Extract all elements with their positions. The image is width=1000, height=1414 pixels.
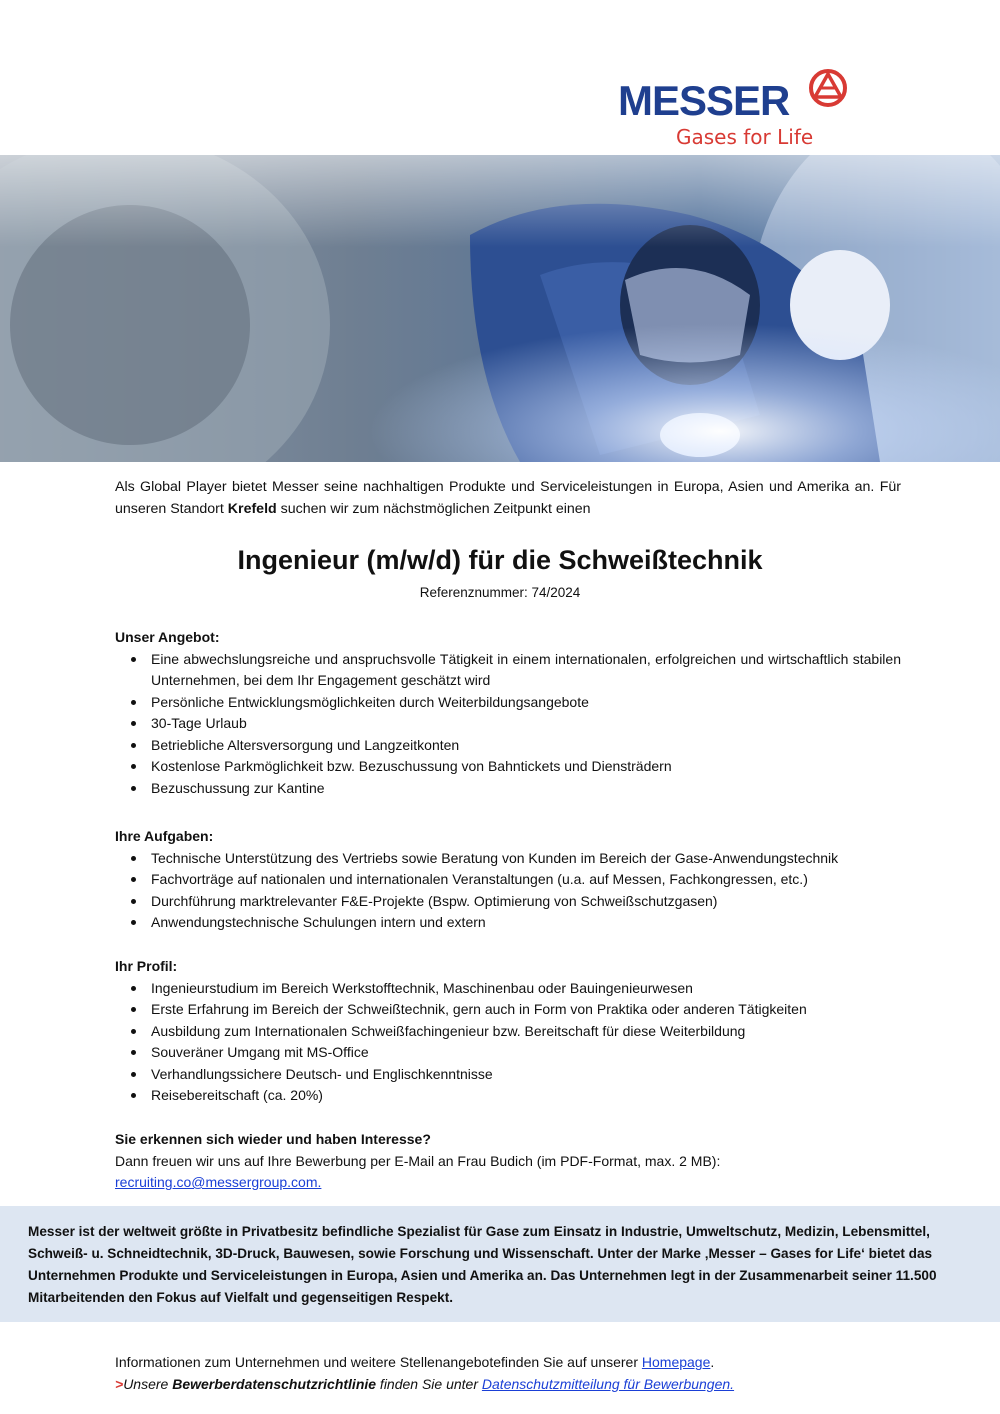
tasks-heading: Ihre Aufgaben: bbox=[115, 828, 214, 844]
offer-list bbox=[115, 649, 901, 800]
apply-text: Dann freuen wir uns auf Ihre Bewerbung per E-Mail an Frau Budich (im PDF-Format, max. 2 MB): bbox=[115, 1152, 721, 1169]
about-text: Messer ist der weltweit größte in Privatbesitz befindliche Spezialist für Gase zum Einsatz in Industrie, Umweltschutz, Medizin, Lebensmittel, Schweiß- u. Schneidtechnik, 3D-Druck, Bauwesen, sowie Forschung und Wissenschaft. Unter der Marke ‚Messer – Gases for Life‘ bietet das Unternehmen Produkte und Serviceleistungen in Europa, Asien und Amerika an. Das Unternehmen legt in der Zusammenarbeit seiner 11.500 Mitarbeitenden den Fokus auf Vielfalt und gegenseitigen Respekt. bbox=[28, 1224, 937, 1305]
intro-text-after: suchen wir zum nächstmöglichen Zeitpunkt einen bbox=[276, 501, 591, 517]
homepage-link[interactable]: Homepage bbox=[641, 1354, 711, 1370]
footer-privacy-middle: finden Sie unter bbox=[376, 1376, 482, 1392]
footer-privacy-bold: Bewerberdatenschutzrichtlinie bbox=[172, 1376, 377, 1392]
offer-section bbox=[115, 627, 901, 799]
footer-line-1-end: . bbox=[710, 1354, 715, 1370]
list-item: Anwendungstechnische Schulungen intern und extern bbox=[151, 912, 901, 934]
footer-line-2 bbox=[115, 1373, 901, 1395]
about-company-band bbox=[0, 1206, 1000, 1322]
list-item: 30-Tage Urlaub bbox=[151, 713, 901, 735]
footer-line-1 bbox=[115, 1351, 901, 1373]
intro-text-before: Als Global Player bietet Messer seine nachhaltigen Produkte und Serviceleistungen in Europa, Asien und Amerika an. Für unseren Standort bbox=[115, 479, 901, 517]
list-item: Reisebereitschaft (ca. 20%) bbox=[151, 1085, 901, 1107]
logo-tagline: Gases for Life bbox=[676, 125, 814, 149]
tasks-list bbox=[115, 848, 901, 934]
list-item: Eine abwechslungsreiche und anspruchsvolle Tätigkeit in einem internationalen, erfolgreichen und wirtschaftlich stabilen Unternehmen, bei dem Ihr Engagement geschätzt wird bbox=[151, 649, 901, 692]
apply-section bbox=[115, 1129, 901, 1194]
tasks-section bbox=[115, 826, 901, 934]
reference-number: Referenznummer: 74/2024 bbox=[419, 585, 581, 600]
profile-section bbox=[115, 956, 901, 1107]
arrow-marker-icon: > bbox=[115, 1376, 124, 1392]
list-item: Durchführung marktrelevanter F&E-Projekte (Bspw. Optimierung von Schweißschutzgasen) bbox=[151, 891, 901, 913]
list-item: Erste Erfahrung im Bereich der Schweißtechnik, gern auch in Form von Praktika oder anderen Tätigkeiten bbox=[151, 999, 901, 1021]
apply-heading: Sie erkennen sich wieder und haben Interesse? bbox=[115, 1131, 431, 1147]
messer-emblem-icon bbox=[808, 68, 848, 108]
list-item: Ausbildung zum Internationalen Schweißfachingenieur bzw. Bereitschaft für diese Weiterbildung bbox=[151, 1021, 901, 1043]
list-item: Verhandlungssichere Deutsch- und Englischkenntnisse bbox=[151, 1064, 901, 1086]
hero-welder-image bbox=[0, 155, 1000, 462]
footer-privacy-prefix: Unsere bbox=[123, 1376, 173, 1392]
list-item: Bezuschussung zur Kantine bbox=[151, 778, 901, 800]
offer-heading: Unser Angebot: bbox=[115, 629, 220, 645]
profile-heading: Ihr Profil: bbox=[115, 958, 178, 974]
list-item: Kostenlose Parkmöglichkeit bzw. Bezuschussung von Bahntickets und Diensträdern bbox=[151, 756, 901, 778]
privacy-notice-link[interactable]: Datenschutzmitteilung für Bewerbungen. bbox=[481, 1376, 735, 1392]
list-item: Fachvorträge auf nationalen und internationalen Veranstaltungen (u.a. auf Messen, Fachkongressen, etc.) bbox=[151, 869, 901, 891]
logo-wordmark: MESSER bbox=[618, 77, 790, 124]
email-link[interactable]: recruiting.co@messergroup.com. bbox=[115, 1174, 322, 1190]
messer-logo bbox=[618, 66, 858, 156]
intro-paragraph bbox=[115, 476, 901, 520]
profile-list bbox=[115, 978, 901, 1107]
list-item: Betriebliche Altersversorgung und Langzeitkonten bbox=[151, 735, 901, 757]
list-item: Persönliche Entwicklungsmöglichkeiten durch Weiterbildungsangebote bbox=[151, 692, 901, 714]
footer bbox=[115, 1351, 901, 1395]
list-item: Souveräner Umgang mit MS-Office bbox=[151, 1042, 901, 1064]
list-item: Technische Unterstützung des Vertriebs sowie Beratung von Kunden im Bereich der Gase-Anwendungstechnik bbox=[151, 848, 901, 870]
list-item: Ingenieurstudium im Bereich Werkstofftechnik, Maschinenbau oder Bauingenieurwesen bbox=[151, 978, 901, 1000]
footer-info-text: Informationen zum Unternehmen und weitere Stellenangebotefinden Sie auf unserer bbox=[115, 1354, 642, 1370]
intro-location: Krefeld bbox=[227, 501, 277, 517]
job-title: Ingenieur (m/w/d) für die Schweißtechnik bbox=[237, 545, 763, 575]
